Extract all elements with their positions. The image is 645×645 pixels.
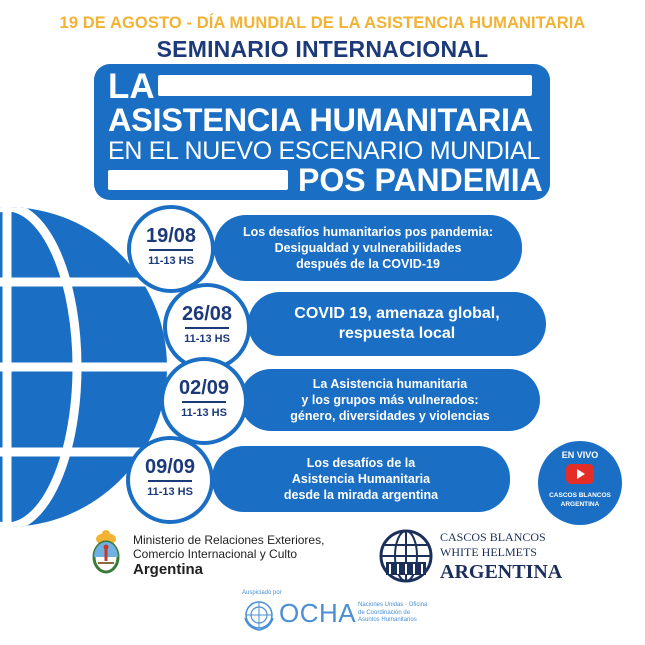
title-line-4: POS PANDEMIA bbox=[298, 162, 543, 198]
session-3-topic-3: género, diversidades y violencias bbox=[290, 409, 490, 423]
live-channel-line-1: CASCOS BLANCOS bbox=[549, 492, 611, 499]
session-1-hours: 11-13 HS bbox=[148, 255, 194, 267]
session-4-date-circle bbox=[126, 436, 214, 524]
session-1-date: 19/08 bbox=[145, 225, 197, 247]
session-4-topic-2: Asistencia Humanitaria bbox=[291, 472, 431, 486]
seminar-title: SEMINARIO INTERNACIONAL bbox=[156, 36, 489, 62]
ocha-sponsor-label: Auspiciado por bbox=[242, 590, 282, 596]
date-divider bbox=[148, 480, 192, 482]
helmet-globe-icon bbox=[378, 528, 434, 584]
live-label: EN VIVO bbox=[561, 450, 599, 460]
live-channel-line-2: ARGENTINA bbox=[560, 501, 600, 508]
date-divider bbox=[149, 249, 193, 251]
un-emblem-icon bbox=[242, 598, 276, 632]
cascos-line-1: CASCOS BLANCOS bbox=[440, 530, 546, 544]
youtube-icon bbox=[566, 464, 594, 484]
ocha-name: OCHA bbox=[279, 598, 357, 628]
title-line-1: LA bbox=[108, 67, 155, 106]
title-line-2: ASISTENCIA HUMANITARIA bbox=[108, 102, 533, 138]
date-divider bbox=[182, 401, 226, 403]
session-1-topic-1: Los desafíos humanitarios pos pandemia: bbox=[242, 225, 494, 239]
title-line-3: EN EL NUEVO ESCENARIO MUNDIAL bbox=[108, 137, 541, 165]
session-3-hours: 11-13 HS bbox=[181, 407, 227, 419]
ministry-line-1: Ministerio de Relaciones Exteriores, bbox=[133, 533, 325, 547]
session-4-topic-1: Los desafíos de la bbox=[306, 456, 416, 470]
session-3-date: 02/09 bbox=[178, 377, 230, 399]
date-line: 19 DE AGOSTO - DÍA MUNDIAL DE LA ASISTENCIA HUMANITARIA bbox=[59, 14, 586, 32]
session-4-topic-3: desde la mirada argentina bbox=[283, 488, 439, 502]
cascos-line-2: WHITE HELMETS bbox=[440, 545, 537, 559]
session-2-pill bbox=[248, 292, 546, 356]
session-2-date: 26/08 bbox=[181, 303, 233, 325]
date-divider bbox=[185, 327, 229, 329]
ocha-desc-1: Naciones Unidas · Oficina bbox=[358, 602, 428, 608]
session-3-topic-1: La Asistencia humanitaria bbox=[312, 377, 468, 391]
session-1-date-circle bbox=[127, 205, 215, 293]
session-1-pill bbox=[214, 215, 522, 281]
session-4-date: 09/09 bbox=[144, 456, 196, 478]
session-3-pill bbox=[240, 369, 540, 431]
session-4-hours: 11-13 HS bbox=[147, 486, 193, 498]
ministry-logo bbox=[87, 527, 325, 582]
session-3-date-circle bbox=[160, 357, 248, 445]
session-4-pill bbox=[212, 446, 510, 512]
session-2-hours: 11-13 HS bbox=[184, 333, 230, 345]
session-1-topic-3: después de la COVID-19 bbox=[296, 257, 440, 271]
cascos-line-3: ARGENTINA bbox=[440, 561, 563, 583]
cascos-blancos-logo bbox=[378, 528, 563, 589]
ocha-desc-2: de Coordinación de bbox=[358, 609, 411, 616]
session-2-topic-1: COVID 19, amenaza global, bbox=[294, 305, 500, 322]
ministry-line-3: Argentina bbox=[133, 561, 204, 578]
session-1-topic-2: Desigualdad y vulnerabilidades bbox=[274, 241, 462, 255]
live-badge[interactable] bbox=[538, 441, 622, 525]
main-title-box bbox=[94, 64, 550, 200]
live-channel bbox=[538, 491, 622, 509]
ocha-desc-3: Asuntos Humanitarios bbox=[358, 617, 417, 623]
title-bar-2 bbox=[108, 170, 288, 190]
coat-of-arms-icon bbox=[87, 527, 125, 577]
title-bar-1 bbox=[158, 75, 532, 96]
cascos-text bbox=[440, 530, 562, 584]
session-2-topic-2: respuesta local bbox=[338, 325, 456, 342]
ministry-text bbox=[133, 533, 324, 579]
ministry-line-2: Comercio Internacional y Culto bbox=[133, 547, 298, 561]
ocha-description bbox=[358, 602, 427, 625]
session-3-topic-2: y los grupos más vulnerados: bbox=[301, 393, 479, 407]
